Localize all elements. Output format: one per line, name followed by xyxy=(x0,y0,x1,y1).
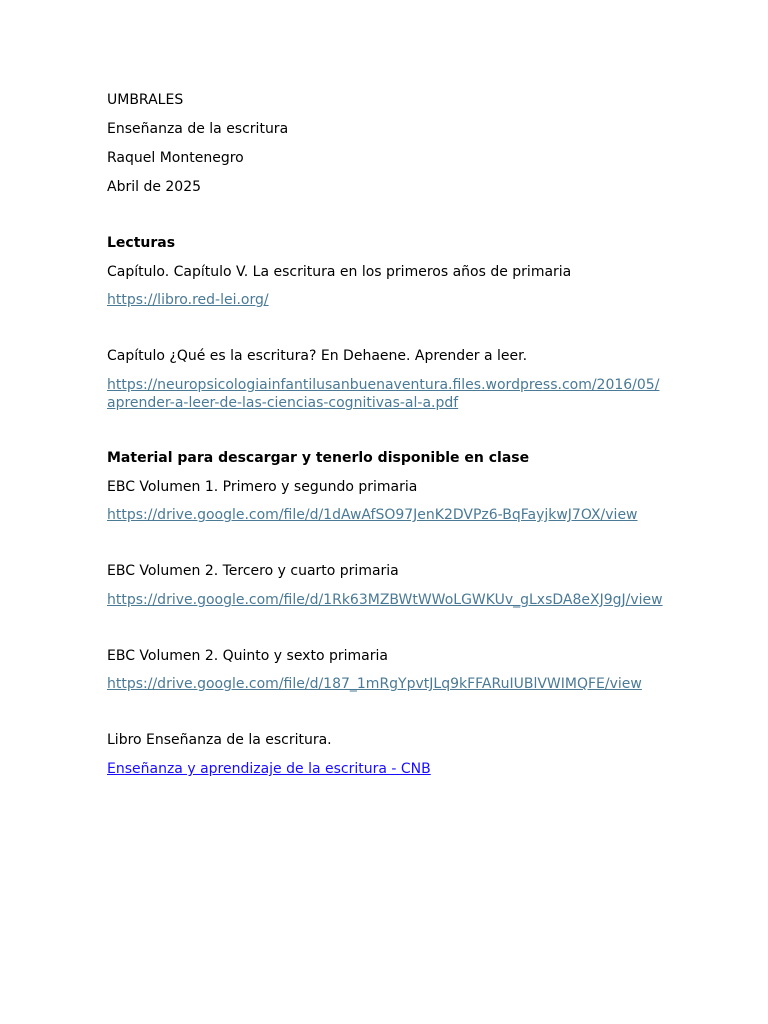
material-2-title: EBC Volumen 2. Tercero y cuarto primaria xyxy=(107,563,399,579)
reading-2-link-line-2[interactable]: aprender-a-leer-de-las-ciencias-cognitivas-al-a.pdf xyxy=(107,395,459,411)
book-link[interactable]: Enseñanza y aprendizaje de la escritura - CNB xyxy=(107,761,431,777)
reading-1-title: Capítulo. Capítulo V. La escritura en los primeros años de primaria xyxy=(107,264,572,280)
course-title: UMBRALES xyxy=(107,92,184,108)
readings-heading: Lecturas xyxy=(107,235,176,251)
materials-heading: Material para descargar y tenerlo disponible en clase xyxy=(107,450,530,466)
document-date: Abril de 2025 xyxy=(107,179,202,195)
author-name: Raquel Montenegro xyxy=(107,150,244,166)
material-3-title: EBC Volumen 2. Quinto y sexto primaria xyxy=(107,648,388,664)
material-1-link[interactable]: https://drive.google.com/file/d/1dAwAfSO97JenK2DVPz6-BqFayjkwJ7OX/view xyxy=(107,507,638,523)
reading-2-link-line-1[interactable]: https://neuropsicologiainfantilusanbuenaventura.files.wordpress.com/2016/05/ xyxy=(107,377,660,393)
material-3-link[interactable]: https://drive.google.com/file/d/187_1mRgYpvtJLq9kFFARuIUBlVWIMQFE/view xyxy=(107,676,642,692)
material-1-title: EBC Volumen 1. Primero y segundo primaria xyxy=(107,479,418,495)
material-2-link[interactable]: https://drive.google.com/file/d/1Rk63MZBWtWWoLGWKUv_gLxsDA8eXJ9gJ/view xyxy=(107,592,663,608)
reading-1-link[interactable]: https://libro.red-lei.org/ xyxy=(107,292,269,308)
reading-2-title: Capítulo ¿Qué es la escritura? En Dehaene. Aprender a leer. xyxy=(107,348,528,364)
book-title: Libro Enseñanza de la escritura. xyxy=(107,732,332,748)
subject-title: Enseñanza de la escritura xyxy=(107,121,289,137)
